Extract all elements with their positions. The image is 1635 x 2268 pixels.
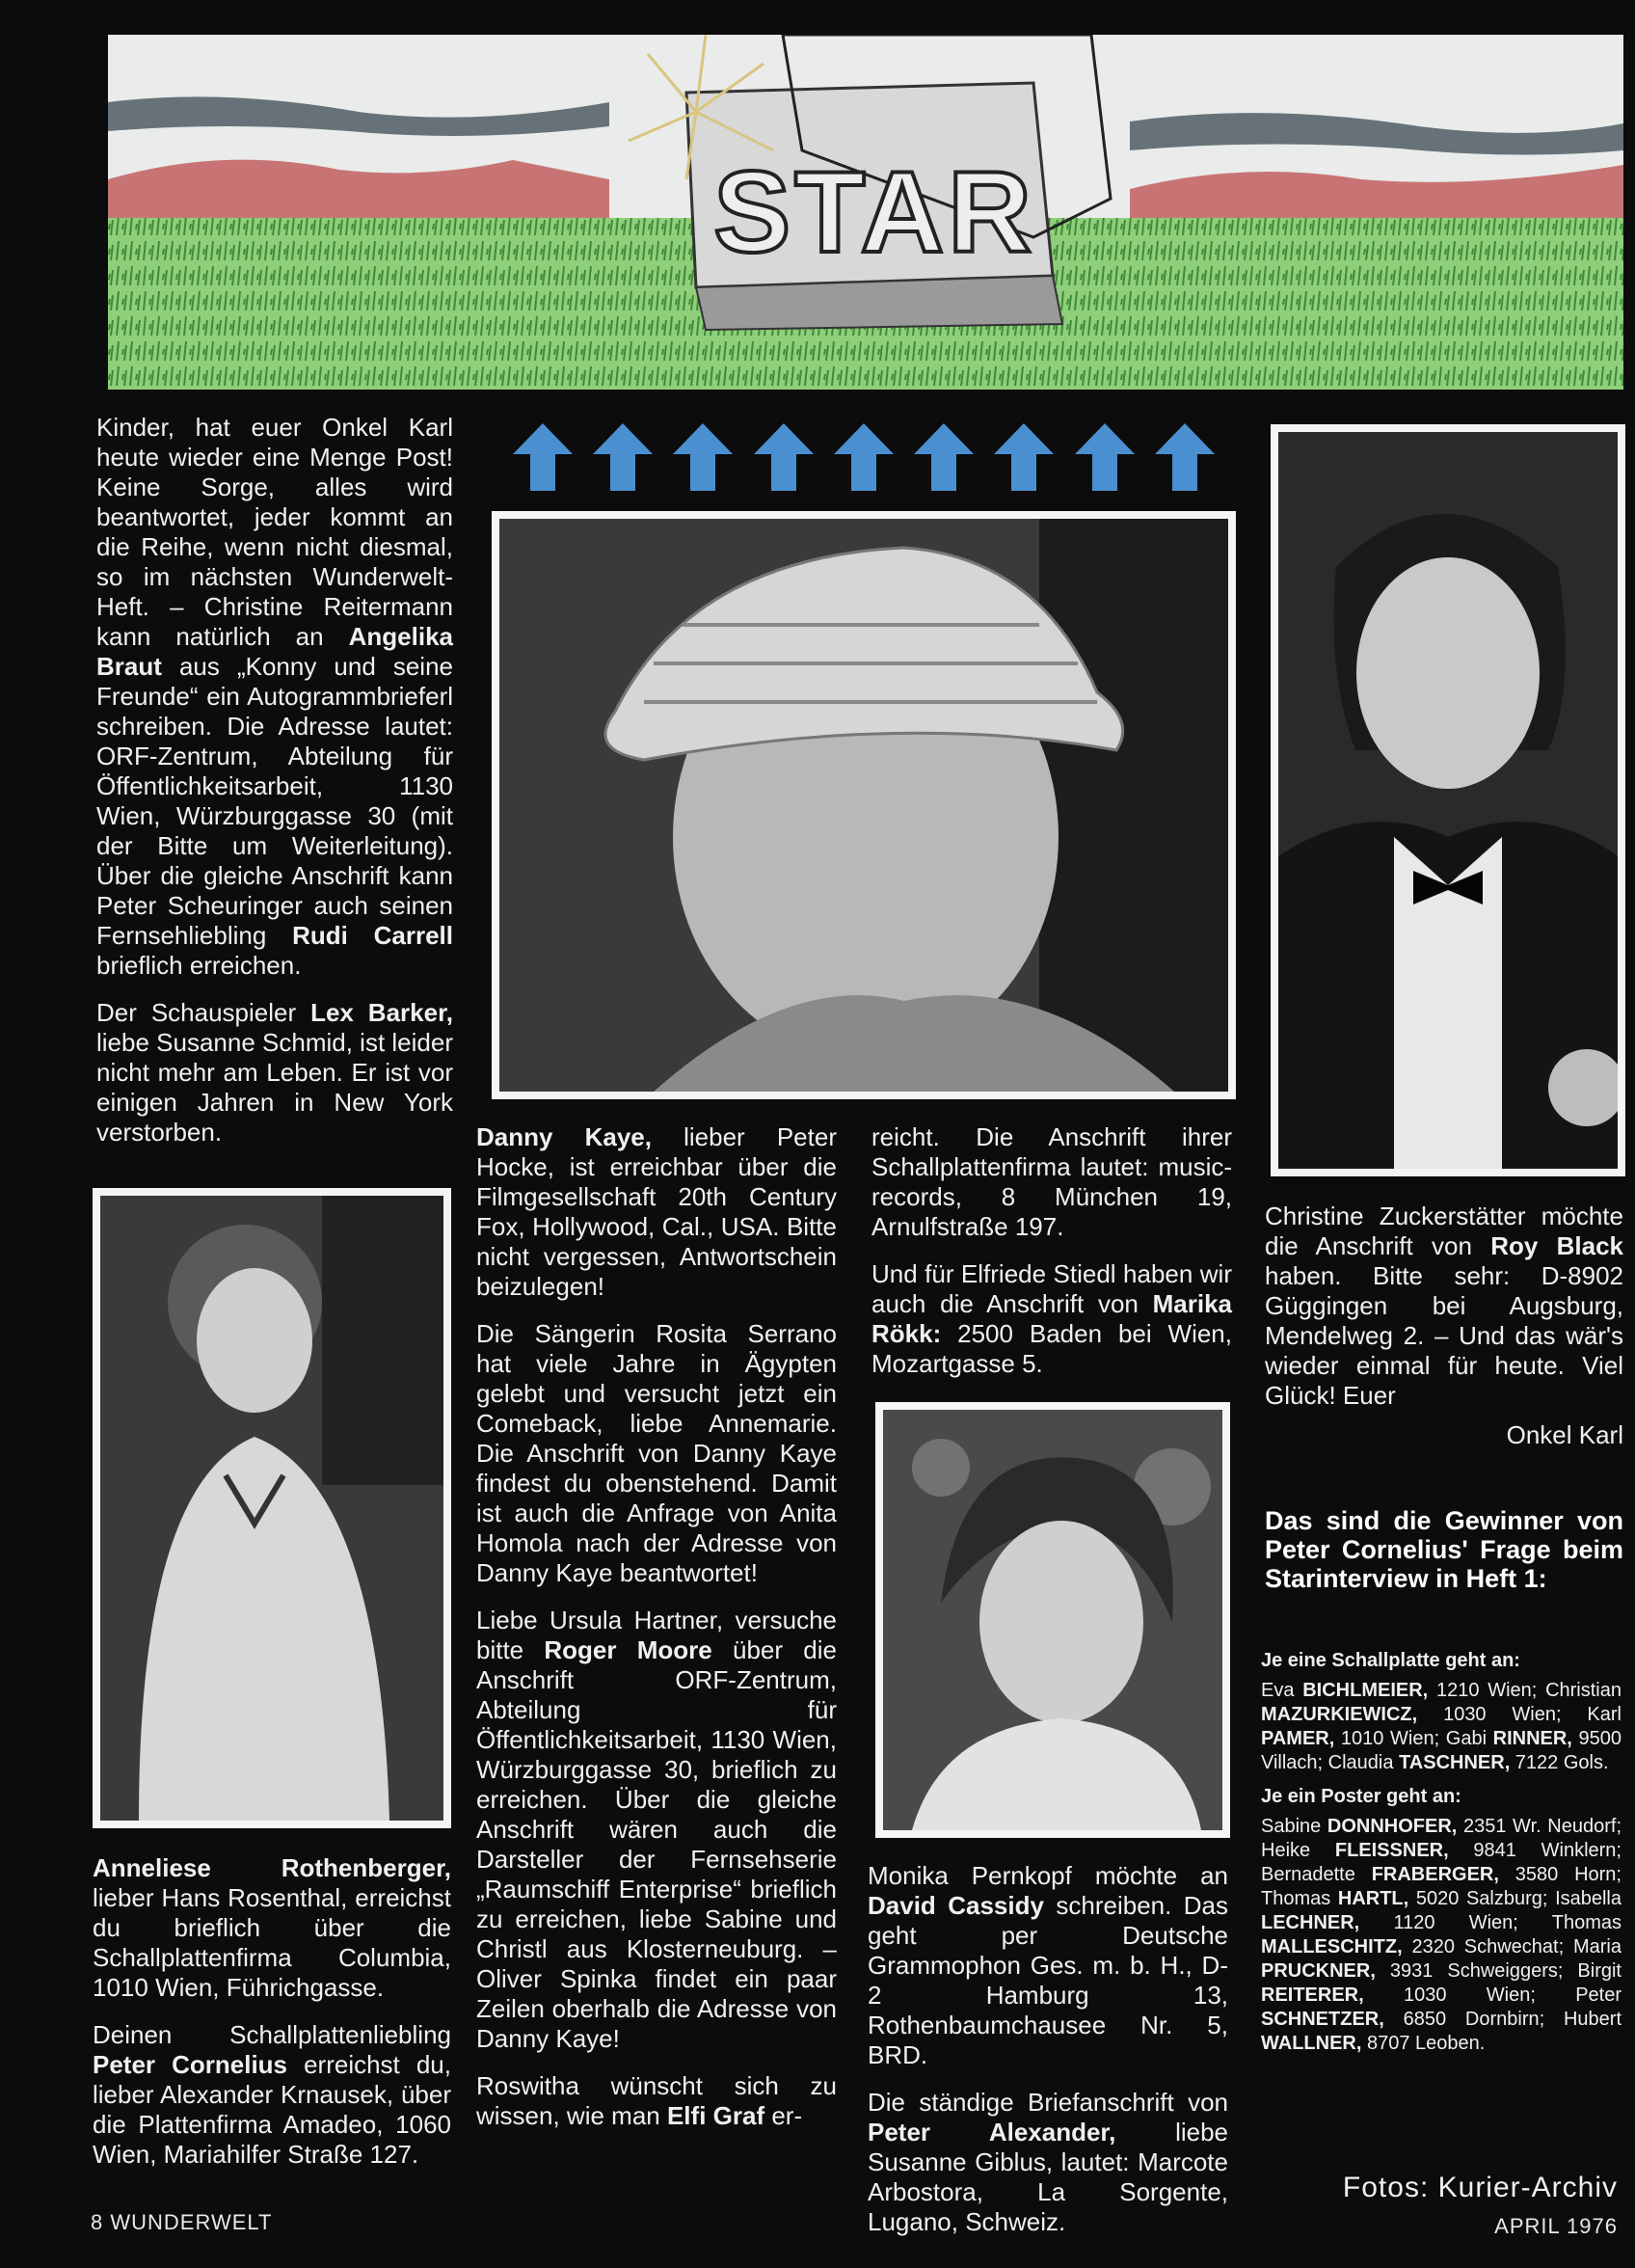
up-arrow-icon [1153, 421, 1217, 493]
article-david-cassidy: Monika Pernkopf möchte an David Cassidy schreiben. Das geht per Deutsche Grammophon Ges. m. b. H., D-2 Hamburg 13, Rothenbaumchausee Nr. 5, BRD. [868, 1861, 1228, 2069]
article-roger-moore: Liebe Ursula Hartner, versuche bitte Roger Moore über die Anschrift ORF-Zentrum, Abteilung für Öffentlichkeitsarbeit, 1130 Wien, Würzburggasse 30, brieflich zu erreichen. Über die gleiche Anschrift wären auch die Darsteller der Fernsehserie „Raumschiff Enterprise“ brieflich zu erreichen, liebe Sabine und Christl aus Klosterneuburg. – Oliver Spinka findet ein paar Zeilen oberhalb die Adresse von Danny Kaye! [476, 1606, 837, 2053]
photo-danny-kaye [492, 511, 1236, 1099]
winner-entry: Heike FLEISSNER, 9841 Winklern; [1261, 1840, 1622, 1861]
up-arrow-icon [912, 421, 976, 493]
page-number: 8 WUNDERWELT [91, 2210, 273, 2234]
photo-roy-black [1271, 424, 1625, 1176]
name-peter-cornelius: Peter Cornelius [93, 2050, 288, 2079]
portrait-man-hat [499, 519, 1228, 1092]
column-2 [476, 1122, 837, 2148]
winner-entry: Thomas MALLESCHITZ, 2320 Schwechat; [1261, 1912, 1622, 1958]
article-rosita-serrano: Die Sängerin Rosita Serrano hat viele Jahre in Ägypten gelebt und versucht jetzt ein Comeback, liebe Annemarie. Die Anschrift von Danny Kaye findest du obenstehend. Damit ist auch die Anfrage von Anita Homola nach der Adresse von Danny Kaye beantwortet! [476, 1319, 837, 1587]
winner-entry: Christian MAZURKIEWICZ, 1030 Wien; [1261, 1680, 1622, 1725]
name-elfi-graf: Elfi Graf [666, 2101, 765, 2130]
record-winners-list [1261, 1679, 1622, 1775]
article-peter-alexander: Die ständige Briefanschrift von Peter Alexander, liebe Susanne Giblus, lautet: Marcote Arbostora, La Sorgente, Lugano, Schweiz. [868, 2088, 1228, 2236]
winner-entry: Isabella LECHNER, 1120 Wien; [1261, 1888, 1622, 1933]
name-lex-barker: Lex Barker, [310, 998, 453, 1027]
up-arrow-icon [752, 421, 816, 493]
up-arrow-icon [1073, 421, 1137, 493]
banner-star-word: STAR [713, 148, 1035, 277]
winner-entry: Hubert WALLNER, 8707 Leoben. [1261, 2009, 1622, 2054]
name-angelika-braut: Angelika Braut [96, 622, 453, 681]
article-elfi-graf-cont: reicht. Die Anschrift ihrer Schallplattenfirma lautet: music-records, 8 München 19, Arnulfstraße 197. [871, 1122, 1232, 1241]
header-banner [108, 35, 1623, 390]
photo-david-cassidy [875, 1402, 1230, 1838]
article-danny-kaye: Danny Kaye, lieber Peter Hocke, ist erreichbar über die Filmgesellschaft 20th Century Fox, Hollywood, Cal., USA. Bitte nicht vergessen, Antwortschein beizulegen! [476, 1122, 837, 1301]
portrait-woman-dress [100, 1196, 443, 1821]
banner-illustration [108, 35, 1623, 390]
article-peter-cornelius: Deinen Schallplattenliebling Peter Cornelius erreichst du, lieber Alexander Krnausek, über die Plattenfirma Amadeo, 1060 Wien, Mariahilfer Straße 127. [93, 2020, 451, 2169]
issue-date: APRIL 1976 [1494, 2214, 1618, 2238]
record-winners-heading: Je eine Schallplatte geht an: [1261, 1650, 1520, 1671]
signature: Onkel Karl [1506, 1420, 1623, 1449]
winner-entry: Karl PAMER, 1010 Wien; [1261, 1704, 1622, 1749]
name-rudi-carrell: Rudi Carrell [292, 921, 453, 950]
photo-anneliese-rothenberger [93, 1188, 451, 1828]
up-arrow-icon [511, 421, 575, 493]
winner-entry: Gabi RINNER, 9500 Villach; [1261, 1728, 1622, 1773]
name-danny-kaye: Danny Kaye, [476, 1122, 652, 1151]
winners-lists [1261, 1649, 1622, 2066]
winner-entry: Maria PRUCKNER, 3931 Schweiggers; [1261, 1936, 1622, 1982]
article-marika-roekk: Und für Elfriede Stiedl haben wir auch die Anschrift von Marika Rökk: 2500 Baden bei Wien, Mozartgasse 5. [871, 1259, 1232, 1378]
name-roy-black: Roy Black [1490, 1231, 1623, 1260]
winner-entry: Sabine DONNHOFER, 2351 Wr. Neudorf; [1261, 1816, 1622, 1837]
winner-entry: Peter SCHNETZER, 6850 Dornbirn; [1261, 1984, 1622, 2030]
name-roger-moore: Roger Moore [544, 1635, 712, 1664]
poster-winners-heading: Je ein Poster geht an: [1261, 1786, 1461, 1807]
article-anneliese: Anneliese Rothenberger, lieber Hans Rosenthal, erreichst du brieflich über die Schallplattenfirma Columbia, 1010 Wien, Führichgasse. [93, 1853, 451, 2002]
winners-heading: Das sind die Gewinner von Peter Cornelius' Frage beim Starinterview in Heft 1: [1265, 1506, 1623, 1593]
portrait-man-bowtie [1278, 432, 1618, 1169]
winner-entry: Eva BICHLMEIER, 1210 Wien; [1261, 1680, 1546, 1701]
column-3-bottom [868, 1861, 1228, 2254]
up-arrow-icon [992, 421, 1056, 493]
up-arrow-icon [671, 421, 735, 493]
winner-entry: Claudia TASCHNER, 7122 Gols. [1327, 1752, 1609, 1773]
up-arrow-icon [591, 421, 655, 493]
column-4 [1265, 1202, 1623, 1468]
article-roy-black: Christine Zuckerstätter möchte die Anschrift von Roy Black haben. Bitte sehr: D-8902 Güggingen bei Augsburg, Mendelweg 2. – Und das wär's wieder einmal für heute. Viel Glück! Euer [1265, 1202, 1623, 1410]
name-david-cassidy: David Cassidy [868, 1891, 1044, 1920]
article-intro: Kinder, hat euer Onkel Karl heute wieder eine Menge Post! Keine Sorge, alles wird beantwortet, jeder kommt an die Reihe, wenn nicht diesmal, so im nächsten Wunderwelt-Heft. – Christine Reitermann kann natürlich an Angelika Braut aus „Konny und seine Freunde“ ein Autogrammbrieferl schreiben. Die Adresse lautet: ORF-Zentrum, Abteilung für Öffentlichkeitsarbeit, 1130 Wien, Würzburggasse 30 (mit der Bitte um Weiterleitung). Über die gleiche Anschrift kann Peter Scheuringer auch seinen Fernsehliebling Rudi Carrell brieflich erreichen. [96, 413, 453, 980]
article-lex-barker: Der Schauspieler Lex Barker, liebe Susanne Schmid, ist leider nicht mehr am Leben. Er ist vor einigen Jahren in New York verstorben. [96, 998, 453, 1147]
poster-winners-list [1261, 1815, 1622, 2056]
column-1-top [96, 413, 453, 1165]
name-marika-roekk: Marika Rökk: [871, 1289, 1232, 1348]
winner-entry: Bernadette FRABERGER, 3580 Horn; [1261, 1864, 1622, 1885]
article-elfi-graf: Roswitha wünscht sich zu wissen, wie man Elfi Graf er- [476, 2071, 837, 2130]
name-peter-alexander: Peter Alexander, [868, 2118, 1116, 2146]
winner-entry: Birgit REITERER, 1030 Wien; [1261, 1960, 1622, 2006]
name-anneliese-rothenberger: Anneliese Rothenberger, [93, 1853, 451, 1882]
photo-credits: Fotos: Kurier-Archiv [1342, 2172, 1618, 2203]
up-arrow-icon [832, 421, 896, 493]
column-1-bottom [93, 1853, 451, 2187]
portrait-young-man [883, 1410, 1222, 1830]
winner-entry: Thomas HARTL, 5020 Salzburg; [1261, 1888, 1556, 1909]
column-3-top [871, 1122, 1232, 1396]
